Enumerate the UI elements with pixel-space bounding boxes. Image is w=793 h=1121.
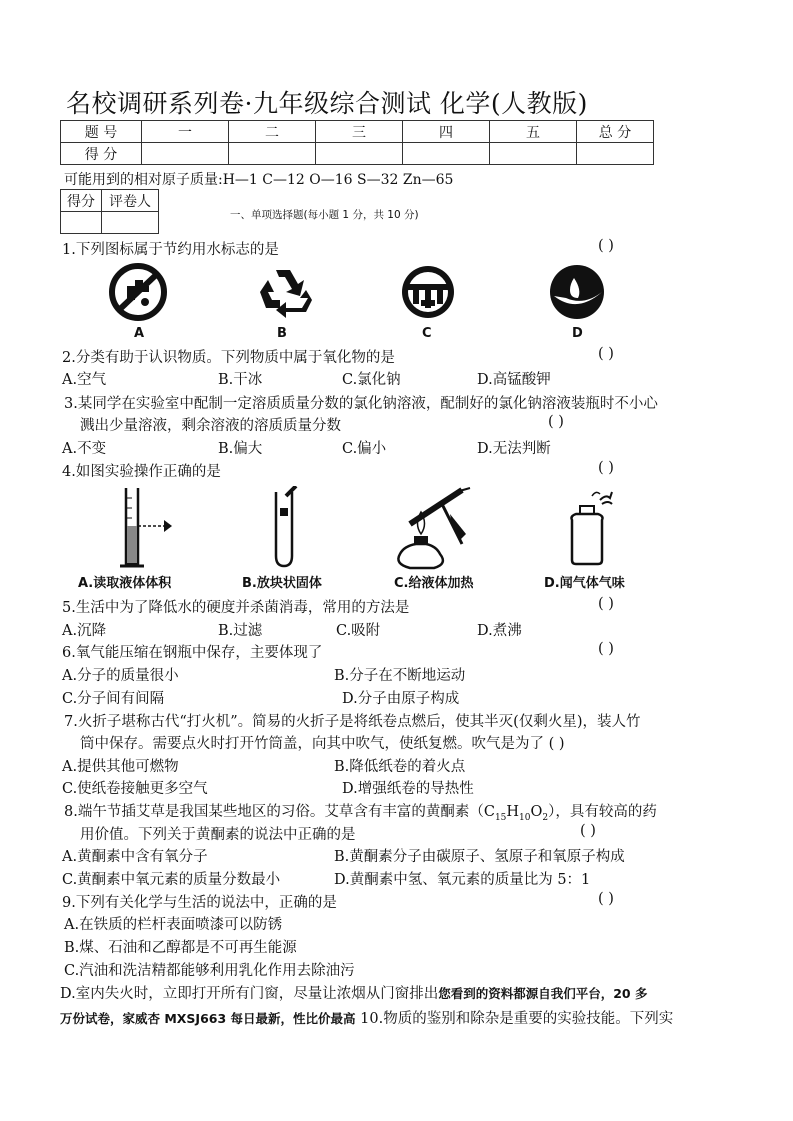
q8-answer-paren[interactable]: ( ) [580, 823, 596, 839]
q7-option-c[interactable]: C.使纸卷接触更多空气 [62, 781, 208, 797]
promo-line [60, 1007, 673, 1028]
q8-option-a[interactable]: A.黄酮素中含有氧分子 [62, 849, 208, 865]
score-cell: 一 [142, 121, 229, 143]
q5-stem: 5.生活中为了降低水的硬度并杀菌消毒，常用的方法是 [62, 600, 410, 616]
q1-label-d: D [572, 326, 583, 341]
score-cell: 四 [403, 121, 490, 143]
q4-label-a: A.读取液体体积 [78, 576, 172, 591]
promo-text-line2: 万份试卷，家威杏 MXSJ663 每日最新，性比价最高 [60, 1011, 356, 1026]
q8-stem-line2: 用价值。下列关于黄酮素的说法中正确的是 [80, 827, 356, 843]
test-tube-icon [266, 486, 306, 570]
q6-stem: 6.氧气能压缩在钢瓶中保存，主要体现了 [62, 645, 323, 661]
score-input-cell[interactable] [316, 143, 403, 165]
q4-label-c: C.给液体加热 [394, 576, 474, 591]
q7-stem-line2: 筒中保存。需要点火时打开竹筒盖，向其中吹气，使纸复燃。吹气是为了 ( ) [80, 736, 565, 752]
q4-stem: 4.如图实验操作正确的是 [62, 464, 221, 480]
score-cell: 总 分 [577, 121, 654, 143]
score-value-row [61, 143, 654, 165]
score-input-cell[interactable] [490, 143, 577, 165]
q4-answer-paren[interactable]: ( ) [598, 460, 614, 476]
gas-bottle-smell-icon [562, 486, 618, 570]
formula-subscript: 15 [494, 812, 507, 823]
q6-answer-paren[interactable]: ( ) [598, 641, 614, 657]
atomic-mass-note: 可能用到的相对原子质量:H—1 C—12 O—16 S—32 Zn—65 [64, 172, 454, 188]
score-input-cell[interactable] [577, 143, 654, 165]
promo-text-line1: 您看到的资料都源自我们平台，20 多 [438, 986, 648, 1001]
q2-answer-paren[interactable]: ( ) [598, 346, 614, 362]
water-saving-icon [544, 262, 610, 324]
q5-answer-paren[interactable]: ( ) [598, 596, 614, 612]
q1-answer-paren[interactable]: ( ) [598, 238, 614, 254]
q8-option-d[interactable]: D.黄酮素中氢、氧元素的质量比为 5：1 [334, 872, 591, 888]
q4-label-d: D.闻气体气味 [544, 576, 625, 591]
q3-option-c[interactable]: C.偏小 [342, 441, 387, 457]
score-cell: 题 号 [61, 121, 142, 143]
q9-option-b[interactable]: B.煤、石油和乙醇都是不可再生能源 [64, 940, 297, 956]
score-table [60, 120, 654, 165]
q1-label-c: C [422, 326, 432, 341]
q3-option-a[interactable]: A.不变 [62, 441, 107, 457]
q6-option-a[interactable]: A.分子的质量很小 [62, 668, 179, 684]
grader-score-cell[interactable] [61, 212, 102, 234]
q9-answer-paren[interactable]: ( ) [598, 891, 614, 907]
formula-element: H [506, 804, 520, 820]
energy-saving-icon [395, 262, 461, 324]
q8-option-c[interactable]: C.黄酮素中氧元素的质量分数最小 [62, 872, 281, 888]
q4-label-b: B.放块状固体 [242, 576, 322, 591]
q9-option-a[interactable]: A.在铁质的栏杆表面喷漆可以防锈 [64, 917, 283, 933]
q6-option-b[interactable]: B.分子在不断地运动 [334, 668, 466, 684]
q9-option-d-line [60, 982, 647, 1003]
score-header-row [61, 121, 654, 143]
grader-table [60, 189, 159, 234]
q10-stem-start: 10.物质的鉴别和除杂是重要的实验技能。下列实 [355, 1011, 674, 1027]
q2-option-b[interactable]: B.干冰 [218, 372, 263, 388]
q5-option-a[interactable]: A.沉降 [62, 623, 107, 639]
formula-subscript: 10 [519, 812, 531, 823]
q3-option-d[interactable]: D.无法判断 [477, 441, 551, 457]
q8-option-b[interactable]: B.黄酮素分子由碳原子、氢原子和氧原子构成 [334, 849, 625, 865]
q3-stem-line1: 3.某同学在实验室中配制一定溶质质量分数的氯化钠溶液，配制好的氯化钠溶液装瓶时不小心 [64, 396, 658, 412]
q8-stem-line1 [64, 800, 657, 823]
recycle-icon [250, 262, 316, 324]
q2-option-d[interactable]: D.高锰酸钾 [477, 372, 551, 388]
q5-option-b[interactable]: B.过滤 [218, 623, 263, 639]
formula-element: O [530, 804, 543, 820]
page-title: 名校调研系列卷·九年级综合测试 化学(人教版) [66, 89, 588, 118]
q1-label-b: B [277, 326, 287, 341]
q6-option-d[interactable]: D.分子由原子构成 [342, 691, 460, 707]
q8-stem-text-b: ），具有较高的药 [548, 804, 657, 820]
q5-option-d[interactable]: D.煮沸 [477, 623, 522, 639]
q3-answer-paren[interactable]: ( ) [548, 414, 564, 430]
measuring-cylinder-icon [112, 486, 182, 570]
section-title: 一、单项选择题(每小题 1 分，共 10 分) [230, 209, 419, 221]
formula-subscript: 2 [542, 812, 549, 823]
q7-option-d[interactable]: D.增强纸卷的导热性 [342, 781, 474, 797]
q2-stem: 2.分类有助于认识物质。下列物质中属于氧化物的是 [62, 350, 395, 366]
score-input-cell[interactable] [142, 143, 229, 165]
q1-stem: 1.下列图标属于节约用水标志的是 [62, 242, 279, 258]
q3-stem-line2: 溅出少量溶液，剩余溶液的溶质质量分数 [80, 418, 341, 434]
q8-stem-text-a: 8.端午节插艾草是我国某些地区的习俗。艾草含有丰富的黄酮素（C [64, 804, 495, 820]
q6-option-c[interactable]: C.分子间有间隔 [62, 691, 165, 707]
q7-stem-line1: 7.火折子堪称古代“打火机”。简易的火折子是将纸卷点燃后，使其半灭(仅剩火星)，装人竹 [64, 714, 641, 730]
score-cell: 二 [229, 121, 316, 143]
grader-score-label: 得分 [61, 190, 102, 212]
score-cell: 三 [316, 121, 403, 143]
grader-name-label: 评卷人 [102, 190, 159, 212]
score-input-cell[interactable] [229, 143, 316, 165]
score-cell: 得 分 [61, 143, 142, 165]
q7-option-b[interactable]: B.降低纸卷的着火点 [334, 759, 466, 775]
grader-name-cell[interactable] [102, 212, 159, 234]
no-water-waste-icon [105, 262, 175, 324]
score-cell: 五 [490, 121, 577, 143]
q1-label-a: A [134, 326, 145, 341]
alcohol-lamp-heating-icon [390, 484, 490, 572]
q2-option-c[interactable]: C.氯化钠 [342, 372, 401, 388]
q2-option-a[interactable]: A.空气 [62, 372, 107, 388]
q9-option-d[interactable]: D.室内失火时，立即打开所有门窗，尽量让浓烟从门窗排出 [60, 986, 439, 1002]
score-input-cell[interactable] [403, 143, 490, 165]
q9-stem: 9.下列有关化学与生活的说法中，正确的是 [62, 895, 337, 911]
q3-option-b[interactable]: B.偏大 [218, 441, 263, 457]
q9-option-c[interactable]: C.汽油和洗洁精都能够利用乳化作用去除油污 [64, 963, 355, 979]
q7-option-a[interactable]: A.提供其他可燃物 [62, 759, 179, 775]
q5-option-c[interactable]: C.吸附 [336, 623, 381, 639]
